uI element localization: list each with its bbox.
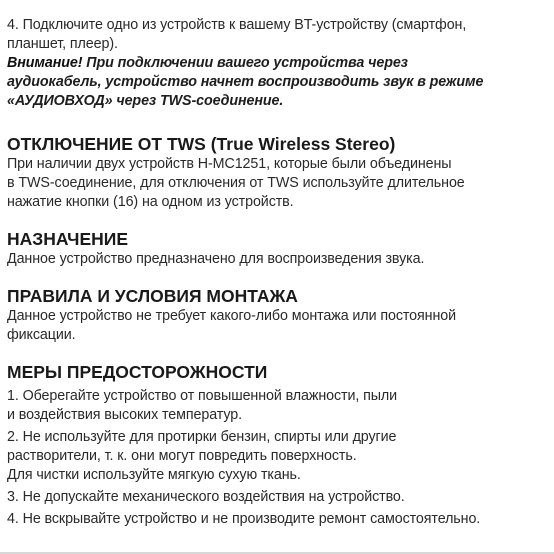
list-item (7, 428, 552, 485)
section-line: фиксации. (7, 327, 76, 343)
section-line: Данное устройство предназначено для воспроизведения звука. (7, 251, 425, 267)
section-title: МЕРЫ ПРЕДОСТОРОЖНОСТИ (7, 362, 268, 382)
list-item (7, 488, 552, 507)
list-item-line: и воздействия высоких температур. (7, 407, 242, 423)
list-item-line: 4. Не вскрывайте устройство и не производите ремонт самостоятельно. (7, 511, 481, 527)
section-title: ОТКЛЮЧЕНИЕ ОТ TWS (True Wireless Stereo) (7, 134, 396, 154)
section-title: ПРАВИЛА И УСЛОВИЯ МОНТАЖА (7, 286, 298, 306)
warning-line-1 (7, 54, 552, 73)
list-item (7, 387, 552, 425)
section-line: в TWS-соединение, для отключения от TWS используйте длительное (7, 175, 465, 191)
warning-lead: Внимание! (7, 55, 83, 71)
warning-line-1-rest: При подключении вашего устройства через (82, 55, 408, 71)
warning-line-3: «АУДИОВХОД» через TWS-соединение. (7, 93, 284, 109)
section-title: НАЗНАЧЕНИЕ (7, 229, 129, 249)
section-mounting (7, 285, 552, 345)
step-4-line-1: 4. Подключите одно из устройств к вашему BT-устройству (смартфон, (7, 17, 467, 33)
section-line: При наличии двух устройств H-MC1251, которые были объединены (7, 156, 452, 172)
list-item-line: Для чистки используйте мягкую сухую ткань. (7, 467, 301, 483)
warning-line-2: аудиокабель, устройство начнет воспроизводить звук в режиме (7, 74, 484, 90)
list-item-line: 1. Оберегайте устройство от повышенной влажности, пыли (7, 388, 398, 404)
section-tws-disconnect (7, 133, 552, 212)
section-line: нажатие кнопки (16) на одном из устройств. (7, 194, 294, 210)
intro-block (7, 16, 552, 111)
list-item-line: 2. Не используйте для протирки бензин, спирты или другие (7, 429, 397, 445)
list-item-line: растворители, т. к. они могут повредить поверхность. (7, 448, 357, 464)
section-line: Данное устройство не требует какого-либо монтажа или постоянной (7, 308, 456, 324)
list-item (7, 510, 552, 529)
section-purpose (7, 228, 552, 269)
manual-page (7, 0, 552, 529)
section-precautions (7, 361, 552, 529)
list-item-line: 3. Не допускайте механического воздействия на устройство. (7, 489, 405, 505)
step-4-line-2: планшет, плеер). (7, 36, 118, 52)
